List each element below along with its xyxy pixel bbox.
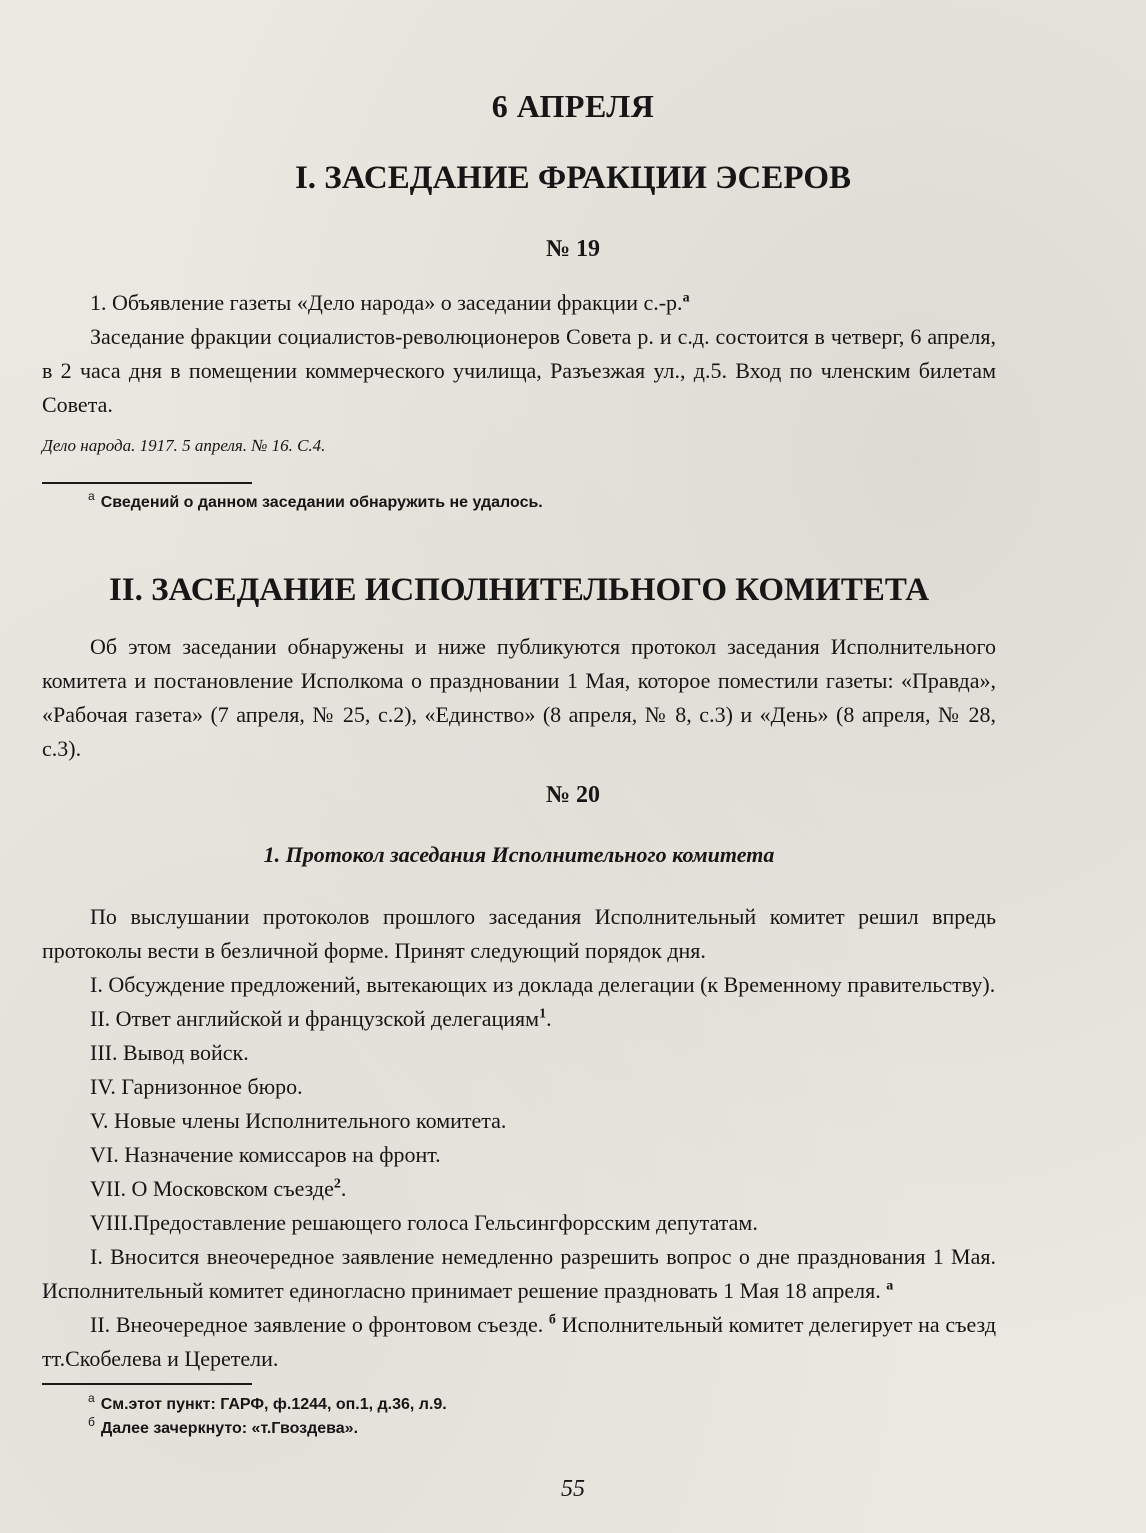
section1-title: I. ЗАСЕДАНИЕ ФРАКЦИИ ЭСЕРОВ [294,160,852,196]
intro-paragraph: Об этом заседании обнаружены и ниже публикуются протокол заседания Исполнительного комитета и постановление Исполкома о праздновании 1 Мая, которое поместили газеты: «Правда», «Рабочая газета» (7 апреля, № 25, с.2), «Единство» (8 апреля, № 8, с.3) и «День» (8 апреля, № 28, с.3). [42,634,996,761]
document-number-19: № 19 [545,236,601,262]
agenda-item-2: II. Ответ английской и французской делегациям$^1$. [90,1006,552,1031]
protocol-body [42,900,996,1376]
agenda-item-5: V. Новые члены Исполнительного комитета. [90,1108,507,1133]
footnote-a: $^a$ См.этот пункт: ГАРФ, ф.1244, оп.1, д.36, л.9. [88,1391,447,1413]
source-citation: Дело народа. 1917. 5 апреля. № 16. С.4. [42,436,326,455]
footnote-ref: a [682,290,690,306]
resolution-2: II. Внеочередное заявление о фронтовом съезде. $^б$ Исполнительный комитет делегирует на съезд тт.Скобелева и Церетели. [42,1312,997,1371]
agenda-item-1: I. Обсуждение предложений, вытекающих из доклада делегации (к Временному правительству). [90,972,996,997]
resolution-1: I. Вносится внеочередное заявление немедленно разрешить вопрос о дне празднования 1 Мая. Исполнительный комитет единогласно принимает решение праздновать 1 Мая 18 апреля. $^a$ [42,1244,996,1303]
section1-body [42,286,996,422]
protocol-opening: По выслушании протоколов прошлого заседания Исполнительный комитет решил впредь протоколы вести в безличной форме. Принят следующий порядок дня. [42,904,996,963]
agenda-item-8: VIII.Предоставление решающего голоса Гельсингфорсским депутатам. [90,1210,758,1235]
section2-title: II. ЗАСЕДАНИЕ ИСПОЛНИТЕЛЬНОГО КОМИТЕТА [108,572,930,608]
section1-lead: 1. Объявление газеты «Дело народа» о заседании фракции с.-р.$^a$ [90,290,690,315]
footnote-divider [42,482,252,484]
document-number-20: № 20 [545,782,601,808]
protocol-subtitle: 1. Протокол заседания Исполнительного комитета [263,842,775,867]
date-heading: 6 АПРЕЛЯ [491,88,655,124]
agenda-item-7: VII. О Московском съезде$^2$. [90,1176,347,1201]
section1-text: Заседание фракции социалистов-революционеров Совета р. и с.д. состоится в четверг, 6 апреля, в 2 часа дня в помещении коммерческого училища, Разъезжая ул., д.5. Вход по членским билетам Совета. [42,324,996,417]
agenda-item-4: IV. Гарнизонное бюро. [90,1074,303,1099]
page-number: 55 [561,1476,585,1502]
footnote-divider-2 [42,1383,252,1385]
footnote-b: $^б$ Далее зачеркнуто: «т.Гвоздева». [88,1415,359,1437]
footnote-section1: $^a$ Сведений о данном заседании обнаружить не удалось. [88,489,543,511]
section2-intro [42,630,996,766]
agenda-item-3: III. Вывод войск. [90,1040,249,1065]
agenda-item-6: VI. Назначение комиссаров на фронт. [90,1142,441,1167]
